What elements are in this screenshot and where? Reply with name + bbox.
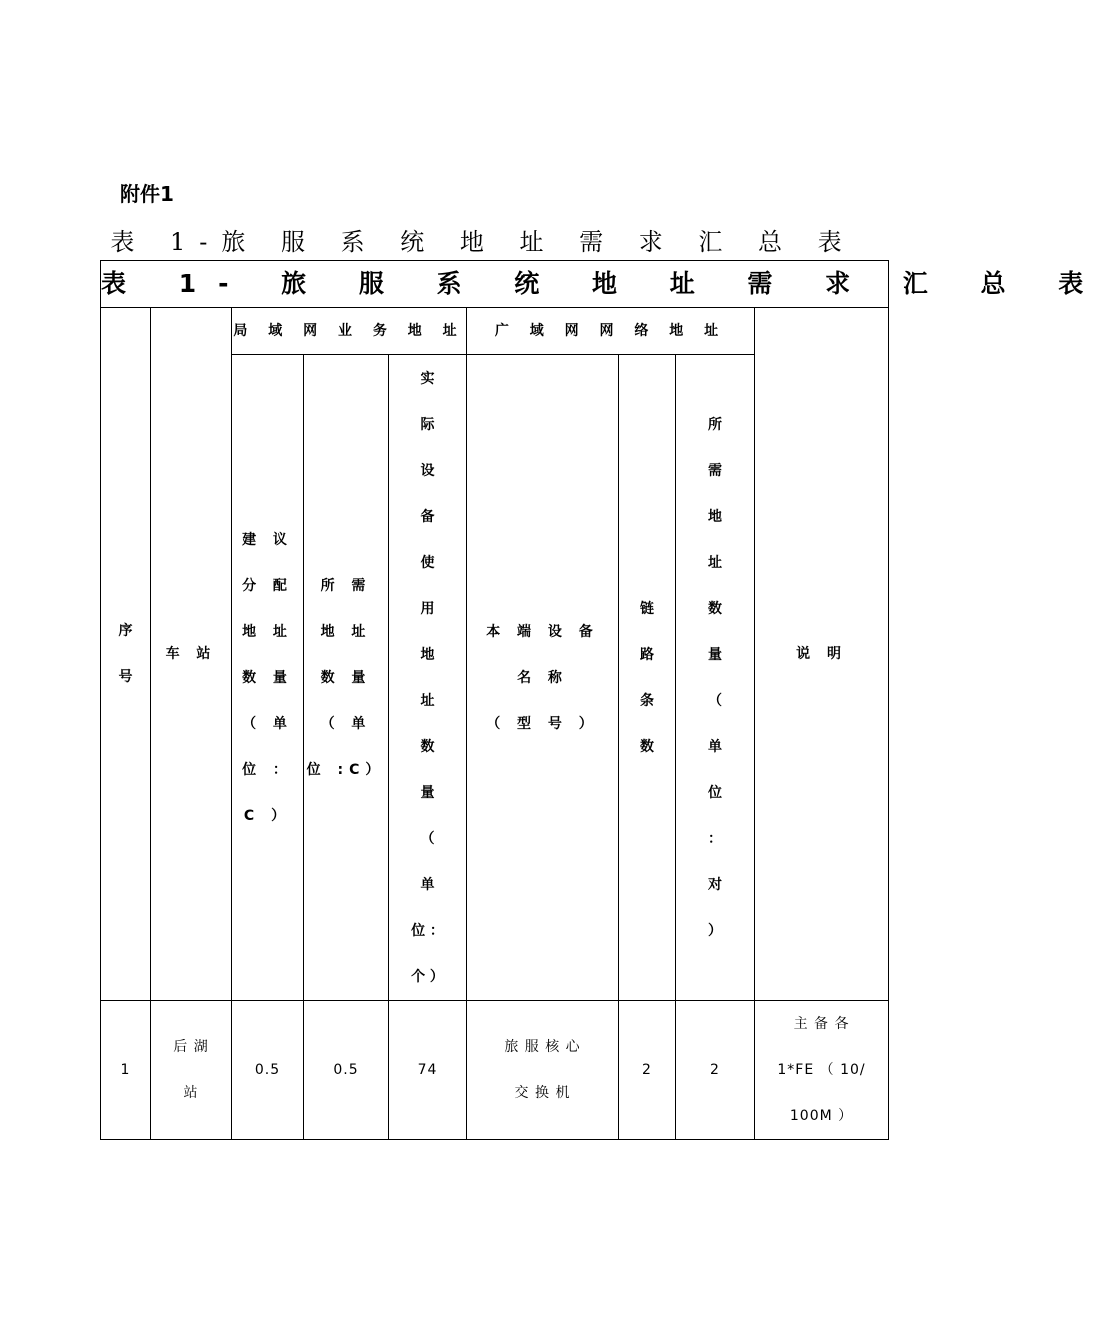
cell-required: 0.5	[304, 1001, 389, 1140]
header-wan-required-address-count: 所 需 地 址 数 量 （ 单 位 ： 对 ）	[676, 355, 755, 1001]
cell-links: 2	[619, 1001, 676, 1140]
attachment-label: 附件1	[120, 182, 174, 206]
table-title: 表 1- 旅 服 系 统 地 址 需 求 汇 总 表	[101, 261, 889, 308]
cell-seq: 1	[101, 1001, 151, 1140]
header-group-wan: 广 域 网 网 络 地 址	[467, 308, 755, 355]
header-group-lan: 局 域 网 业 务 地 址	[232, 308, 467, 355]
header-station: 车 站	[151, 308, 232, 1001]
header-link-count: 链 路 条 数	[619, 355, 676, 1001]
cell-actual: 74	[389, 1001, 467, 1140]
cell-note: 主 备 各 1*FE （ 10/ 100M ）	[755, 1001, 889, 1140]
header-actual-address-count: 实 际 设 备 使 用 地 址 数 量 （ 单 位 ： 个 ）	[389, 355, 467, 1001]
header-note: 说 明	[755, 308, 889, 1001]
header-device-name: 本 端 设 备 名 称 （ 型 号 ）	[467, 355, 619, 1001]
header-seq: 序 号	[101, 308, 151, 1001]
header-suggested-address-count: 建 议 分 配 地 址 数 量 （ 单 位 ： C ）	[232, 355, 304, 1001]
cell-device: 旅 服 核 心 交 换 机	[467, 1001, 619, 1140]
table-caption: 表 1-旅 服 系 统 地 址 需 求 汇 总 表	[110, 228, 856, 256]
cell-suggested: 0.5	[232, 1001, 304, 1140]
cell-station: 后 湖 站	[151, 1001, 232, 1140]
address-requirement-table	[100, 260, 1105, 1140]
header-required-address-count: 所 需 地 址 数 量 （ 单 位 :C）	[304, 355, 389, 1001]
table-row	[101, 1001, 889, 1140]
cell-wan-required: 2	[676, 1001, 755, 1140]
